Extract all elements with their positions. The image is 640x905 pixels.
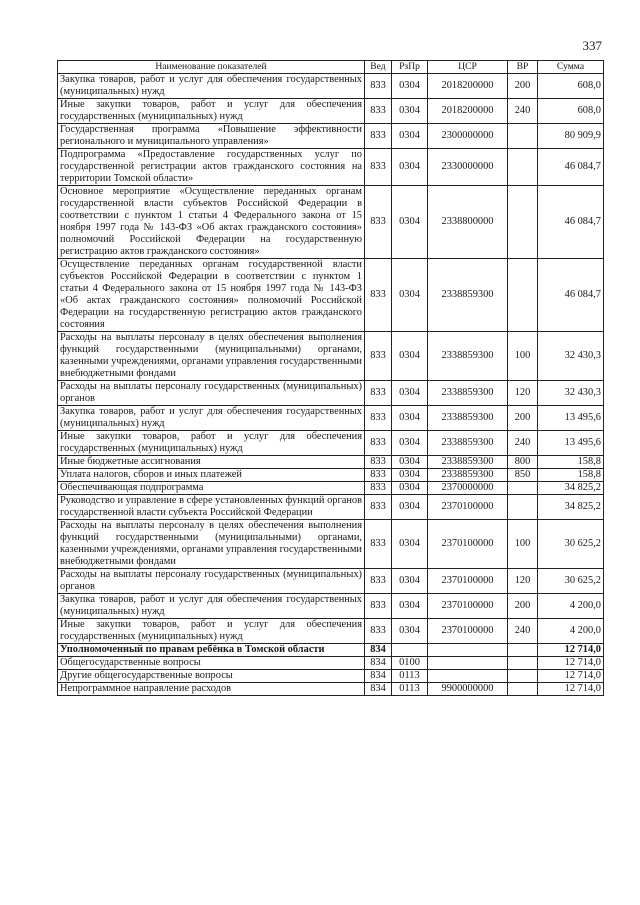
cell-csr: 2370000000 [428, 482, 508, 495]
cell-rzpr: 0304 [392, 569, 428, 594]
cell-vr: 120 [508, 569, 538, 594]
table-row [58, 619, 604, 644]
table-row [58, 482, 604, 495]
cell-vr [508, 259, 538, 332]
cell-name: Осуществление переданных органам государственной власти субъектов Российской Федерации в соответствии с пунктом 1 статьи 4 Федерального закона от 15 ноября 1997 года № 143-ФЗ «Об актах гражданского состояния» полномочий Российской Федерации на государственную регистрацию актов гражданского состояния [58, 259, 365, 332]
cell-csr: 2370100000 [428, 569, 508, 594]
table-row [58, 657, 604, 670]
cell-ved: 833 [365, 431, 392, 456]
cell-csr: 2370100000 [428, 619, 508, 644]
header-ved: Вед [365, 61, 392, 74]
cell-vr [508, 495, 538, 520]
cell-csr: 9900000000 [428, 683, 508, 696]
cell-csr: 2338859300 [428, 332, 508, 381]
table-row [58, 520, 604, 569]
cell-csr: 2338859300 [428, 431, 508, 456]
cell-rzpr: 0304 [392, 520, 428, 569]
cell-vr [508, 670, 538, 683]
cell-name: Уполномоченный по правам ребёнка в Томской области [58, 644, 365, 657]
table-row [58, 569, 604, 594]
cell-name: Руководство и управление в сфере установленных функций органов государственной власти субъекта Российской Федерации [58, 495, 365, 520]
cell-vr: 100 [508, 332, 538, 381]
cell-vr: 200 [508, 74, 538, 99]
cell-vr: 200 [508, 406, 538, 431]
cell-sum: 32 430,3 [538, 381, 604, 406]
cell-ved: 833 [365, 259, 392, 332]
cell-name: Закупка товаров, работ и услуг для обеспечения государственных (муниципальных) нужд [58, 594, 365, 619]
budget-table [57, 60, 604, 696]
table-row [58, 259, 604, 332]
cell-ved: 833 [365, 124, 392, 149]
cell-csr: 2338859300 [428, 469, 508, 482]
cell-sum: 158,8 [538, 469, 604, 482]
cell-name: Расходы на выплаты персоналу в целях обеспечения выполнения функций государственными (муниципальными) органами, казенными учреждениями, органами управления государственными внебюджетными фондами [58, 332, 365, 381]
header-vr: ВР [508, 61, 538, 74]
cell-name: Иные закупки товаров, работ и услуг для обеспечения государственных (муниципальных) нужд [58, 431, 365, 456]
cell-sum: 46 084,7 [538, 149, 604, 186]
cell-ved: 833 [365, 74, 392, 99]
cell-csr [428, 670, 508, 683]
cell-name: Непрограммное направление расходов [58, 683, 365, 696]
cell-name: Иные закупки товаров, работ и услуг для обеспечения государственных (муниципальных) нужд [58, 619, 365, 644]
header-sum: Сумма [538, 61, 604, 74]
cell-vr: 240 [508, 99, 538, 124]
cell-name: Общегосударственные вопросы [58, 657, 365, 670]
cell-ved: 833 [365, 456, 392, 469]
table-row [58, 186, 604, 259]
cell-sum: 4 200,0 [538, 594, 604, 619]
table-row [58, 74, 604, 99]
cell-csr: 2330000000 [428, 149, 508, 186]
cell-vr: 100 [508, 520, 538, 569]
cell-ved: 833 [365, 469, 392, 482]
cell-csr: 2338859300 [428, 259, 508, 332]
cell-rzpr: 0100 [392, 657, 428, 670]
cell-name: Уплата налогов, сборов и иных платежей [58, 469, 365, 482]
cell-sum: 12 714,0 [538, 683, 604, 696]
cell-ved: 833 [365, 406, 392, 431]
cell-vr [508, 186, 538, 259]
cell-ved: 833 [365, 495, 392, 520]
table-row [58, 683, 604, 696]
header-name: Наименование показателей [58, 61, 365, 74]
header-csr: ЦСР [428, 61, 508, 74]
cell-csr: 2018200000 [428, 74, 508, 99]
cell-ved: 833 [365, 99, 392, 124]
cell-rzpr [392, 644, 428, 657]
cell-csr: 2018200000 [428, 99, 508, 124]
cell-csr: 2338859300 [428, 406, 508, 431]
cell-rzpr: 0304 [392, 594, 428, 619]
cell-sum: 12 714,0 [538, 670, 604, 683]
cell-name: Иные бюджетные ассигнования [58, 456, 365, 469]
table-row [58, 456, 604, 469]
table-header-row [58, 61, 604, 74]
table-row [58, 124, 604, 149]
cell-sum: 46 084,7 [538, 259, 604, 332]
cell-rzpr: 0304 [392, 495, 428, 520]
table-row [58, 381, 604, 406]
cell-name: Государственная программа «Повышение эффективности регионального и муниципального управления» [58, 124, 365, 149]
cell-rzpr: 0304 [392, 456, 428, 469]
cell-sum: 34 825,2 [538, 482, 604, 495]
cell-csr: 2300000000 [428, 124, 508, 149]
cell-sum: 32 430,3 [538, 332, 604, 381]
table-row [58, 644, 604, 657]
cell-sum: 13 495,6 [538, 431, 604, 456]
table-row [58, 431, 604, 456]
cell-ved: 834 [365, 657, 392, 670]
table-row [58, 594, 604, 619]
cell-name: Закупка товаров, работ и услуг для обеспечения государственных (муниципальных) нужд [58, 406, 365, 431]
cell-name: Иные закупки товаров, работ и услуг для обеспечения государственных (муниципальных) нужд [58, 99, 365, 124]
cell-ved: 833 [365, 520, 392, 569]
table-row [58, 332, 604, 381]
cell-csr: 2338859300 [428, 456, 508, 469]
cell-sum: 12 714,0 [538, 644, 604, 657]
cell-name: Основное мероприятие «Осуществление переданных органам государственной власти субъектов Российской Федерации в соответствии с пунктом 1 статьи 4 Федерального закона от 15 ноября 1997 года № 143-ФЗ «Об актах гражданского состояния» полномочий Российской Федерации на государственную регистрацию актов гражданского состояния» [58, 186, 365, 259]
cell-ved: 833 [365, 482, 392, 495]
cell-vr [508, 482, 538, 495]
cell-name: Расходы на выплаты персоналу в целях обеспечения выполнения функций государственными (муниципальными) органами, казенными учреждениями, органами управления государственными внебюджетными фондами [58, 520, 365, 569]
cell-sum: 34 825,2 [538, 495, 604, 520]
cell-ved: 833 [365, 381, 392, 406]
cell-rzpr: 0304 [392, 259, 428, 332]
cell-rzpr: 0113 [392, 683, 428, 696]
cell-ved: 833 [365, 332, 392, 381]
cell-csr: 2338800000 [428, 186, 508, 259]
cell-name: Обеспечивающая подпрограмма [58, 482, 365, 495]
cell-rzpr: 0304 [392, 469, 428, 482]
cell-vr: 800 [508, 456, 538, 469]
cell-ved: 834 [365, 683, 392, 696]
cell-name: Закупка товаров, работ и услуг для обеспечения государственных (муниципальных) нужд [58, 74, 365, 99]
cell-vr [508, 657, 538, 670]
cell-rzpr: 0304 [392, 406, 428, 431]
cell-csr [428, 644, 508, 657]
cell-ved: 833 [365, 186, 392, 259]
cell-rzpr: 0304 [392, 186, 428, 259]
cell-csr [428, 657, 508, 670]
table-row [58, 495, 604, 520]
table-row [58, 99, 604, 124]
cell-rzpr: 0304 [392, 149, 428, 186]
cell-vr: 240 [508, 619, 538, 644]
cell-sum: 158,8 [538, 456, 604, 469]
cell-name: Другие общегосударственные вопросы [58, 670, 365, 683]
cell-vr [508, 644, 538, 657]
cell-csr: 2338859300 [428, 381, 508, 406]
header-rzpr: РзПр [392, 61, 428, 74]
cell-vr [508, 683, 538, 696]
cell-csr: 2370100000 [428, 520, 508, 569]
cell-vr: 200 [508, 594, 538, 619]
cell-csr: 2370100000 [428, 594, 508, 619]
table-row [58, 149, 604, 186]
cell-sum: 608,0 [538, 74, 604, 99]
page-number: 337 [582, 38, 602, 53]
cell-name: Расходы на выплаты персоналу государственных (муниципальных) органов [58, 569, 365, 594]
cell-csr: 2370100000 [428, 495, 508, 520]
cell-vr [508, 149, 538, 186]
cell-sum: 608,0 [538, 99, 604, 124]
cell-rzpr: 0304 [392, 431, 428, 456]
cell-ved: 833 [365, 619, 392, 644]
cell-ved: 833 [365, 594, 392, 619]
cell-vr: 850 [508, 469, 538, 482]
cell-sum: 30 625,2 [538, 520, 604, 569]
cell-rzpr: 0304 [392, 124, 428, 149]
cell-vr: 240 [508, 431, 538, 456]
cell-rzpr: 0304 [392, 482, 428, 495]
cell-ved: 833 [365, 569, 392, 594]
table-row [58, 469, 604, 482]
cell-sum: 4 200,0 [538, 619, 604, 644]
cell-ved: 834 [365, 670, 392, 683]
cell-ved: 833 [365, 149, 392, 186]
cell-sum: 46 084,7 [538, 186, 604, 259]
cell-sum: 13 495,6 [538, 406, 604, 431]
cell-sum: 12 714,0 [538, 657, 604, 670]
cell-vr: 120 [508, 381, 538, 406]
cell-rzpr: 0304 [392, 99, 428, 124]
table-row [58, 670, 604, 683]
cell-rzpr: 0304 [392, 332, 428, 381]
cell-name: Подпрограмма «Предоставление государственных услуг по государственной регистрации актов гражданского состояния на территории Томской области» [58, 149, 365, 186]
cell-rzpr: 0304 [392, 619, 428, 644]
cell-ved: 834 [365, 644, 392, 657]
table-row [58, 406, 604, 431]
cell-vr [508, 124, 538, 149]
cell-rzpr: 0304 [392, 381, 428, 406]
cell-sum: 80 909,9 [538, 124, 604, 149]
cell-name: Расходы на выплаты персоналу государственных (муниципальных) органов [58, 381, 365, 406]
cell-sum: 30 625,2 [538, 569, 604, 594]
cell-rzpr: 0113 [392, 670, 428, 683]
table-body [58, 74, 604, 696]
cell-rzpr: 0304 [392, 74, 428, 99]
